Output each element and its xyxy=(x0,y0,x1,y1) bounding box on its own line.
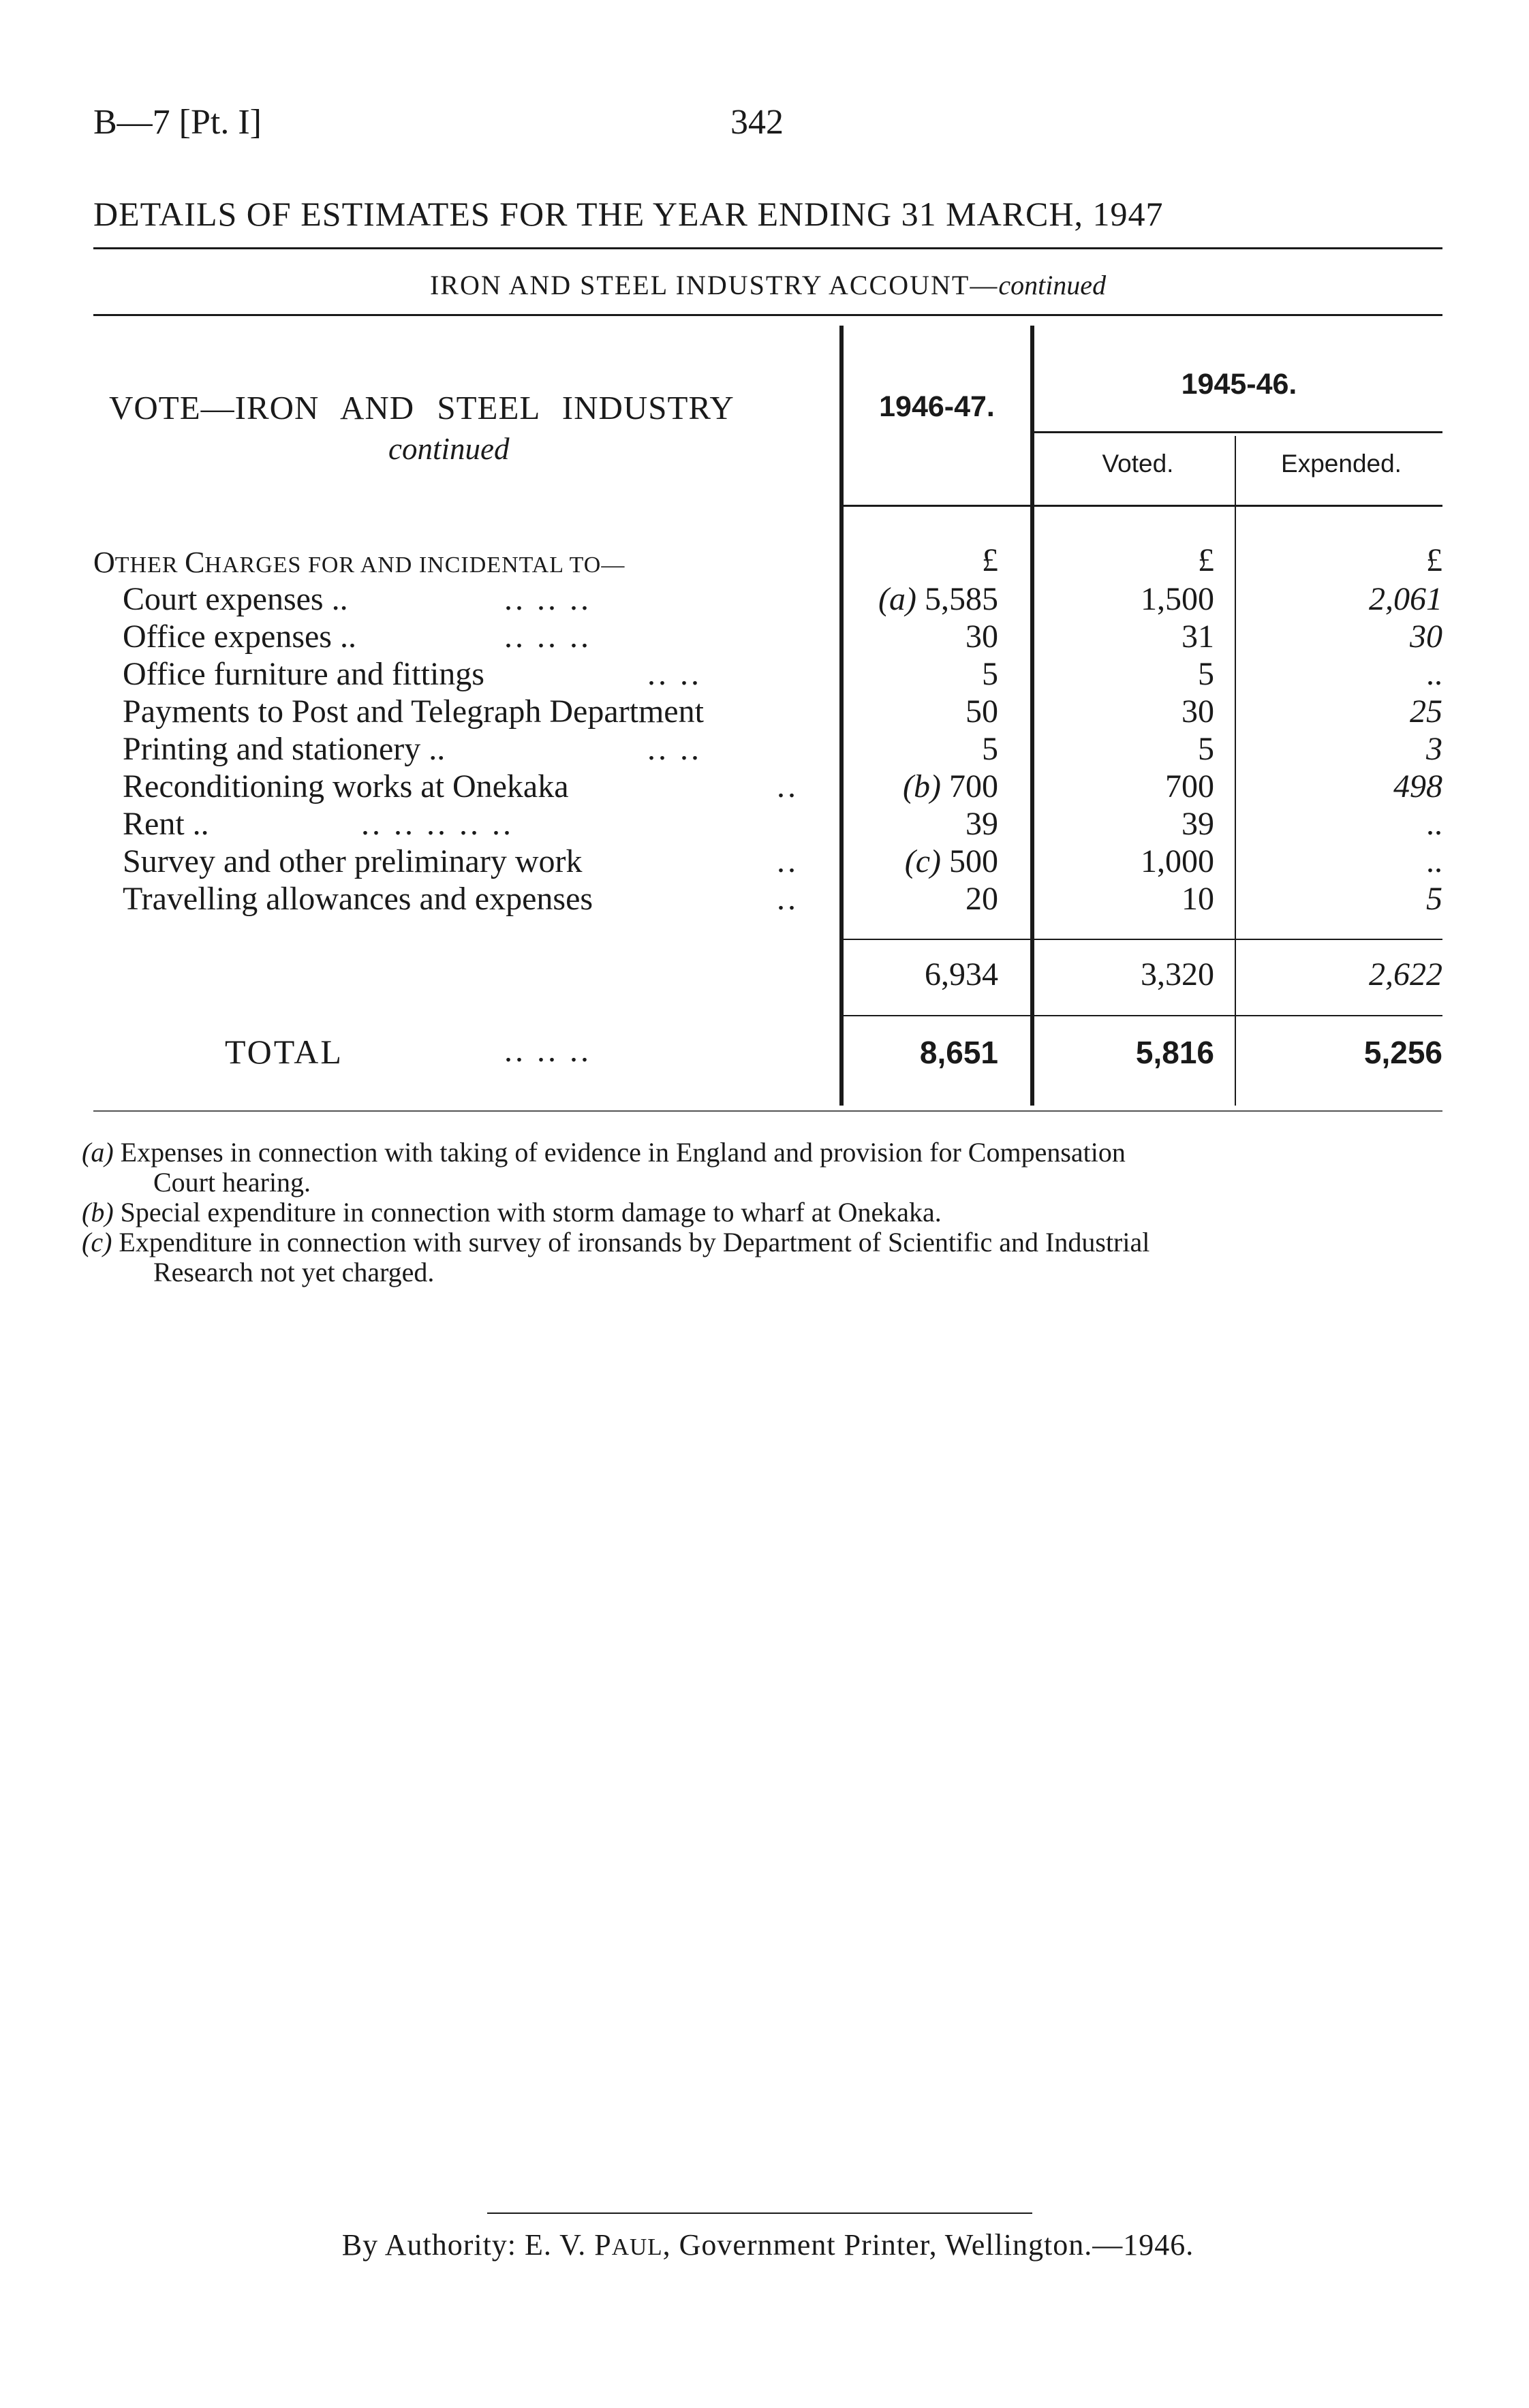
voted-value: 5 xyxy=(1198,656,1214,692)
footnote-ref-b: (b) xyxy=(903,768,941,804)
expended-value: 498 xyxy=(1393,768,1442,804)
header-bottom-rule xyxy=(844,505,1442,507)
voted-value: 700 xyxy=(1165,768,1214,804)
title-rule xyxy=(93,247,1442,249)
col-divider-2 xyxy=(1030,326,1034,1106)
leader-dots: .. .. .. xyxy=(504,1033,591,1069)
total-estimate: 8,651 xyxy=(919,1035,998,1070)
footnote-b xyxy=(82,1196,1445,1228)
footnote-marker: (b) xyxy=(82,1197,114,1228)
row-label: Court expenses .. xyxy=(123,581,348,617)
table-top-rule xyxy=(93,314,1442,316)
document-reference: B—7 [Pt. I] xyxy=(93,103,262,142)
row-label: Reconditioning works at Onekaka xyxy=(123,768,569,804)
footnote-marker: (c) xyxy=(82,1227,112,1257)
expended-value: .. xyxy=(1426,806,1442,842)
col-header-voted: Voted. xyxy=(1102,450,1174,478)
estimate-value: 5,585 xyxy=(925,581,998,617)
voted-value: 30 xyxy=(1182,693,1214,730)
voted-value: 31 xyxy=(1182,619,1214,655)
estimate-value: 50 xyxy=(966,693,998,730)
estimate-value: 39 xyxy=(966,806,998,842)
col-header-1945-46: 1945-46. xyxy=(1181,368,1297,401)
subtotal-voted: 3,320 xyxy=(1141,956,1214,992)
subtitle-continued: continued xyxy=(998,270,1107,300)
footnote-c xyxy=(82,1226,1445,1258)
row-label: Office expenses .. xyxy=(123,619,356,655)
voted-value: 1,500 xyxy=(1141,581,1214,617)
footnote-c-continuation: Research not yet charged. xyxy=(153,1257,435,1287)
estimate-value: 30 xyxy=(966,619,998,655)
row-label: Office furniture and fittings xyxy=(123,656,484,692)
leader-dots: .. xyxy=(777,881,799,917)
year-header-rule xyxy=(1034,431,1442,433)
col-divider-3 xyxy=(1235,436,1236,1106)
col-divider-1 xyxy=(839,326,844,1106)
leader-dots: .. .. .. .. .. xyxy=(361,806,514,842)
table-bottom-rule xyxy=(93,1110,1442,1112)
imprint-name-rest: AUL xyxy=(611,2234,663,2260)
section-first-sc: THER xyxy=(114,552,185,578)
footnote-marker: (a) xyxy=(82,1137,114,1168)
footnote-ref-c: (c) xyxy=(904,843,941,879)
row-label: Printing and stationery .. xyxy=(123,731,446,767)
footnote-text: Special expenditure in connection with storm damage to wharf at Onekaka. xyxy=(120,1197,942,1228)
expended-value: .. xyxy=(1426,656,1442,692)
subtitle-main: IRON AND STEEL INDUSTRY ACCOUNT— xyxy=(429,270,999,300)
footnote-ref-a: (a) xyxy=(878,581,916,617)
footnote-text: Expenses in connection with taking of evidence in England and provision for Compensation xyxy=(120,1137,1126,1168)
expended-value: 25 xyxy=(1410,693,1442,730)
total-label: TOTAL xyxy=(225,1033,343,1071)
total-rule xyxy=(844,1015,1442,1016)
leader-dots: .. xyxy=(777,843,799,879)
voted-value: 10 xyxy=(1182,881,1214,917)
expended-value: 5 xyxy=(1426,881,1442,917)
section-heading xyxy=(93,545,625,580)
row-label: Payments to Post and Telegraph Department xyxy=(123,693,704,730)
vote-title: VOTE—IRON AND STEEL INDUSTRY xyxy=(109,389,735,426)
expended-value: 3 xyxy=(1426,731,1442,767)
estimate-value: 500 xyxy=(949,843,998,879)
estimate-value: 5 xyxy=(982,731,998,767)
total-expended: 5,256 xyxy=(1363,1035,1442,1070)
estimate-value: 20 xyxy=(966,881,998,917)
row-label: Survey and other preliminary work xyxy=(123,843,583,879)
imprint-name-first: P xyxy=(594,2228,612,2262)
leader-dots: .. .. .. xyxy=(504,581,591,617)
account-subtitle xyxy=(93,269,1442,301)
currency-voted: £ xyxy=(1198,542,1214,578)
imprint-suffix: , Government Printer, Wellington.—1946. xyxy=(662,2228,1194,2262)
leader-dots: .. .. xyxy=(647,731,702,767)
footer-rule xyxy=(487,2212,1032,2214)
estimate-value: 5 xyxy=(982,656,998,692)
leader-dots: .. .. xyxy=(647,656,702,692)
col-header-1946-47: 1946-47. xyxy=(879,390,995,423)
subtotal-estimate: 6,934 xyxy=(925,956,998,992)
footnote-a xyxy=(82,1136,1445,1168)
section-first: O xyxy=(93,546,115,579)
imprint-prefix: By Authority: E. V. xyxy=(341,2228,595,2262)
printer-imprint xyxy=(93,2227,1442,2262)
total-voted: 5,816 xyxy=(1135,1035,1214,1070)
section-rest-sc: HARGES FOR AND INCIDENTAL TO— xyxy=(204,552,626,578)
voted-value: 39 xyxy=(1182,806,1214,842)
col-header-expended: Expended. xyxy=(1281,450,1402,478)
footnote-a-continuation: Court hearing. xyxy=(153,1167,311,1198)
currency-1946: £ xyxy=(982,542,998,578)
vote-continued: continued xyxy=(388,432,510,466)
estimate-value: 700 xyxy=(949,768,998,804)
leader-dots: .. xyxy=(777,768,799,804)
voted-value: 5 xyxy=(1198,731,1214,767)
voted-value: 1,000 xyxy=(1141,843,1214,879)
page-title: DETAILS OF ESTIMATES FOR THE YEAR ENDING 31 MARCH, 1947 xyxy=(93,195,1164,233)
expended-value: 30 xyxy=(1410,619,1442,655)
subtotal-rule xyxy=(844,939,1442,940)
expended-value: 2,061 xyxy=(1369,581,1442,617)
footnote-text: Expenditure in connection with survey of ironsands by Department of Scientific and Industrial xyxy=(119,1227,1150,1257)
page-number: 342 xyxy=(730,103,784,142)
section-second: C xyxy=(185,546,205,579)
row-label: Travelling allowances and expenses xyxy=(123,881,593,917)
row-label: Rent .. xyxy=(123,806,209,842)
expended-value: .. xyxy=(1426,843,1442,879)
currency-expended: £ xyxy=(1426,542,1442,578)
subtotal-expended: 2,622 xyxy=(1369,956,1442,992)
leader-dots: .. .. .. xyxy=(504,619,591,655)
